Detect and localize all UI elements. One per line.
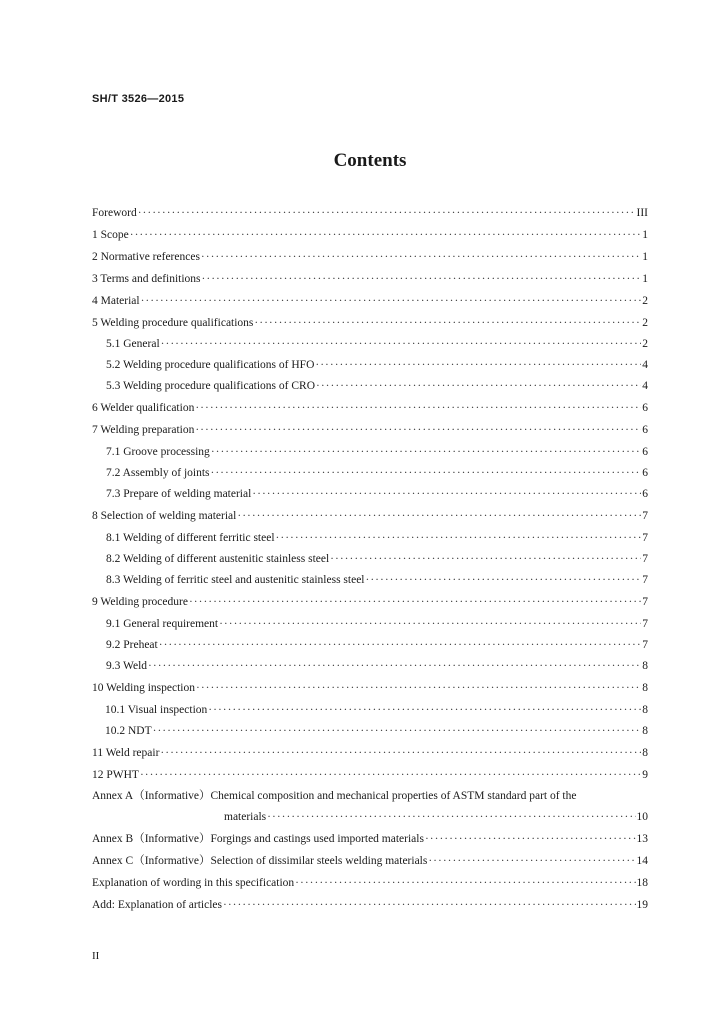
toc-entry-page: 10: [636, 811, 648, 823]
toc-entry-label: 5.1 General: [106, 338, 160, 350]
toc-entry-label: Annex A（Informative）Chemical composition and mechanical properties of ASTM standard part of the: [92, 790, 577, 802]
toc-leader-dots: [160, 745, 641, 761]
toc-entry-label: Add: Explanation of articles: [92, 899, 222, 911]
toc-entry-9-2[interactable]: [92, 637, 648, 653]
toc-entry-page: 6: [642, 424, 648, 436]
toc-leader-dots: [208, 702, 641, 718]
toc-entry-label: 8 Selection of welding material: [92, 510, 237, 522]
toc-entry-explanation-of-wording[interactable]: [92, 875, 648, 891]
toc-leader-dots: [138, 205, 636, 221]
toc-entry-page: 7: [642, 618, 648, 630]
toc-entry-page: 2: [642, 295, 648, 307]
toc-leader-dots: [211, 444, 641, 460]
toc-entry-7-2[interactable]: [92, 465, 648, 481]
toc-leader-dots: [428, 853, 635, 869]
toc-entry-5-3[interactable]: [92, 378, 648, 394]
toc-entry-label: 6 Welder qualification: [92, 402, 195, 414]
toc-entry-page: 1: [642, 273, 648, 285]
toc-leader-dots: [295, 875, 635, 891]
toc-entry-page: 7: [642, 553, 648, 565]
toc-entry-page: 7: [642, 510, 648, 522]
toc-entry-8[interactable]: [92, 508, 648, 524]
toc-entry-page: 8: [642, 725, 648, 737]
toc-leader-dots: [267, 809, 635, 825]
toc-entry-foreword[interactable]: [92, 205, 648, 221]
toc-entry-label: 12 PWHT: [92, 769, 139, 781]
toc-leader-dots: [315, 357, 641, 373]
toc-entry-label: 9.2 Preheat: [106, 639, 158, 651]
toc-entry-11[interactable]: [92, 745, 648, 761]
toc-entry-label: 10 Welding inspection: [92, 682, 195, 694]
toc-leader-dots: [425, 831, 636, 847]
toc-entry-page: 4: [642, 359, 648, 371]
toc-leader-dots: [219, 616, 641, 632]
toc-entry-label: 3 Terms and definitions: [92, 273, 201, 285]
toc-entry-page: 13: [636, 833, 648, 845]
toc-entry-label: Annex C（Informative）Selection of dissimilar steels welding materials: [92, 855, 428, 867]
toc-leader-dots: [140, 767, 641, 783]
toc-leader-dots: [201, 249, 641, 265]
toc-entry-1[interactable]: [92, 227, 648, 243]
toc-entry-page: 8: [642, 660, 648, 672]
toc-entry-4[interactable]: [92, 293, 648, 309]
toc-leader-dots: [161, 336, 642, 352]
toc-entry-10-1[interactable]: [92, 702, 648, 718]
toc-entry-page: 8: [642, 682, 648, 694]
toc-entry-page: 6: [642, 467, 648, 479]
toc-entry-7[interactable]: [92, 422, 648, 438]
toc-entry-3[interactable]: [92, 271, 648, 287]
toc-leader-dots: [159, 637, 642, 653]
toc-entry-page: 4: [642, 380, 648, 392]
toc-leader-dots: [276, 530, 642, 546]
toc-entry-page: 1: [642, 251, 648, 263]
toc-entry-label: Foreword: [92, 207, 137, 219]
toc-leader-dots: [252, 486, 641, 502]
toc-entry-7-1[interactable]: [92, 444, 648, 460]
toc-entry-annex-a-continued[interactable]: [92, 809, 648, 825]
toc-entry-page: 2: [642, 338, 648, 350]
toc-entry-page: 6: [642, 446, 648, 458]
toc-entry-page: 7: [642, 596, 648, 608]
toc-entry-10-2[interactable]: [92, 723, 648, 739]
toc-leader-dots: [202, 271, 642, 287]
toc-entry-label: Annex B（Informative）Forgings and castings used imported materials: [92, 833, 424, 845]
toc-entry-label: materials: [224, 811, 267, 823]
toc-entry-label: 7 Welding preparation: [92, 424, 195, 436]
toc-entry-label: 2 Normative references: [92, 251, 200, 263]
toc-entry-annex-c[interactable]: [92, 853, 648, 869]
standard-code: SH/T 3526—2015: [92, 93, 185, 105]
toc-entry-8-3[interactable]: [92, 572, 648, 588]
toc-entry-page: 19: [636, 899, 648, 911]
toc-entry-2[interactable]: [92, 249, 648, 265]
toc-entry-page: III: [636, 207, 648, 219]
toc-entry-8-1[interactable]: [92, 530, 648, 546]
toc-leader-dots: [141, 293, 642, 309]
toc-entry-label: 9 Welding procedure: [92, 596, 188, 608]
toc-entry-5-2[interactable]: [92, 357, 648, 373]
toc-entry-annex-a[interactable]: [92, 788, 648, 804]
toc-leader-dots: [211, 465, 642, 481]
toc-entry-page: 18: [636, 877, 648, 889]
toc-entry-page: 6: [642, 402, 648, 414]
toc-entry-5[interactable]: [92, 315, 648, 331]
toc-entry-9[interactable]: [92, 594, 648, 610]
toc-entry-label: 11 Weld repair: [92, 747, 160, 759]
toc-leader-dots: [153, 723, 642, 739]
toc-entry-label: 1 Scope: [92, 229, 129, 241]
toc-leader-dots: [330, 551, 641, 567]
toc-entry-label: 8.3 Welding of ferritic steel and austenitic stainless steel: [106, 574, 365, 586]
toc-entry-explanation-of-articles[interactable]: [92, 897, 648, 913]
toc-leader-dots: [366, 572, 642, 588]
toc-leader-dots: [195, 422, 641, 438]
toc-entry-annex-b[interactable]: [92, 831, 648, 847]
toc-entry-page: 9: [642, 769, 648, 781]
toc-leader-dots: [196, 680, 641, 696]
page-number: II: [92, 950, 100, 962]
toc-leader-dots: [223, 897, 636, 913]
toc-entry-label: 10.2 NDT: [105, 725, 152, 737]
toc-entry-8-2[interactable]: [92, 551, 648, 567]
toc-entry-page: 2: [642, 317, 648, 329]
toc-leader-dots: [237, 508, 641, 524]
toc-entry-label: 10.1 Visual inspection: [105, 704, 208, 716]
toc-entry-page: 7: [642, 574, 648, 586]
toc-entry-page: 8: [642, 704, 648, 716]
toc-entry-page: 7: [642, 532, 648, 544]
toc-leader-dots: [316, 378, 641, 394]
toc-entry-12[interactable]: [92, 767, 648, 783]
toc-entry-label: 9.1 General requirement: [106, 618, 219, 630]
toc-entry-label: 5 Welding procedure qualifications: [92, 317, 254, 329]
toc-entry-page: 6: [642, 488, 648, 500]
toc-entry-label: 5.2 Welding procedure qualifications of HFO: [106, 359, 315, 371]
toc-entry-label: 4 Material: [92, 295, 140, 307]
toc-entry-9-3[interactable]: [92, 658, 648, 674]
toc-entry-5-1[interactable]: [92, 336, 648, 352]
toc-entry-label: 8.2 Welding of different austenitic stainless steel: [106, 553, 330, 565]
toc-entry-label: 7.1 Groove processing: [106, 446, 210, 458]
toc-entry-9-1[interactable]: [92, 616, 648, 632]
page-title: Contents: [333, 150, 407, 171]
toc-leader-dots: [130, 227, 642, 243]
toc-entry-label: 5.3 Welding procedure qualifications of CRO: [106, 380, 316, 392]
toc-leader-dots: [148, 658, 641, 674]
toc-entry-page: 8: [642, 747, 648, 759]
toc-leader-dots: [254, 315, 641, 331]
toc-entry-10[interactable]: [92, 680, 648, 696]
toc-entry-label: 9.3 Weld: [106, 660, 148, 672]
toc-entry-page: 7: [642, 639, 648, 651]
toc-entry-6[interactable]: [92, 400, 648, 416]
toc-leader-dots: [195, 400, 641, 416]
toc-entry-7-3[interactable]: [92, 486, 648, 502]
toc-entry-page: 1: [642, 229, 648, 241]
toc-entry-label: 7.2 Assembly of joints: [106, 467, 210, 479]
toc-leader-dots: [189, 594, 641, 610]
toc-entry-page: 14: [636, 855, 648, 867]
toc-entry-label: 8.1 Welding of different ferritic steel: [106, 532, 275, 544]
toc-entry-label: 7.3 Prepare of welding material: [106, 488, 252, 500]
toc-entry-label: Explanation of wording in this specification: [92, 877, 295, 889]
